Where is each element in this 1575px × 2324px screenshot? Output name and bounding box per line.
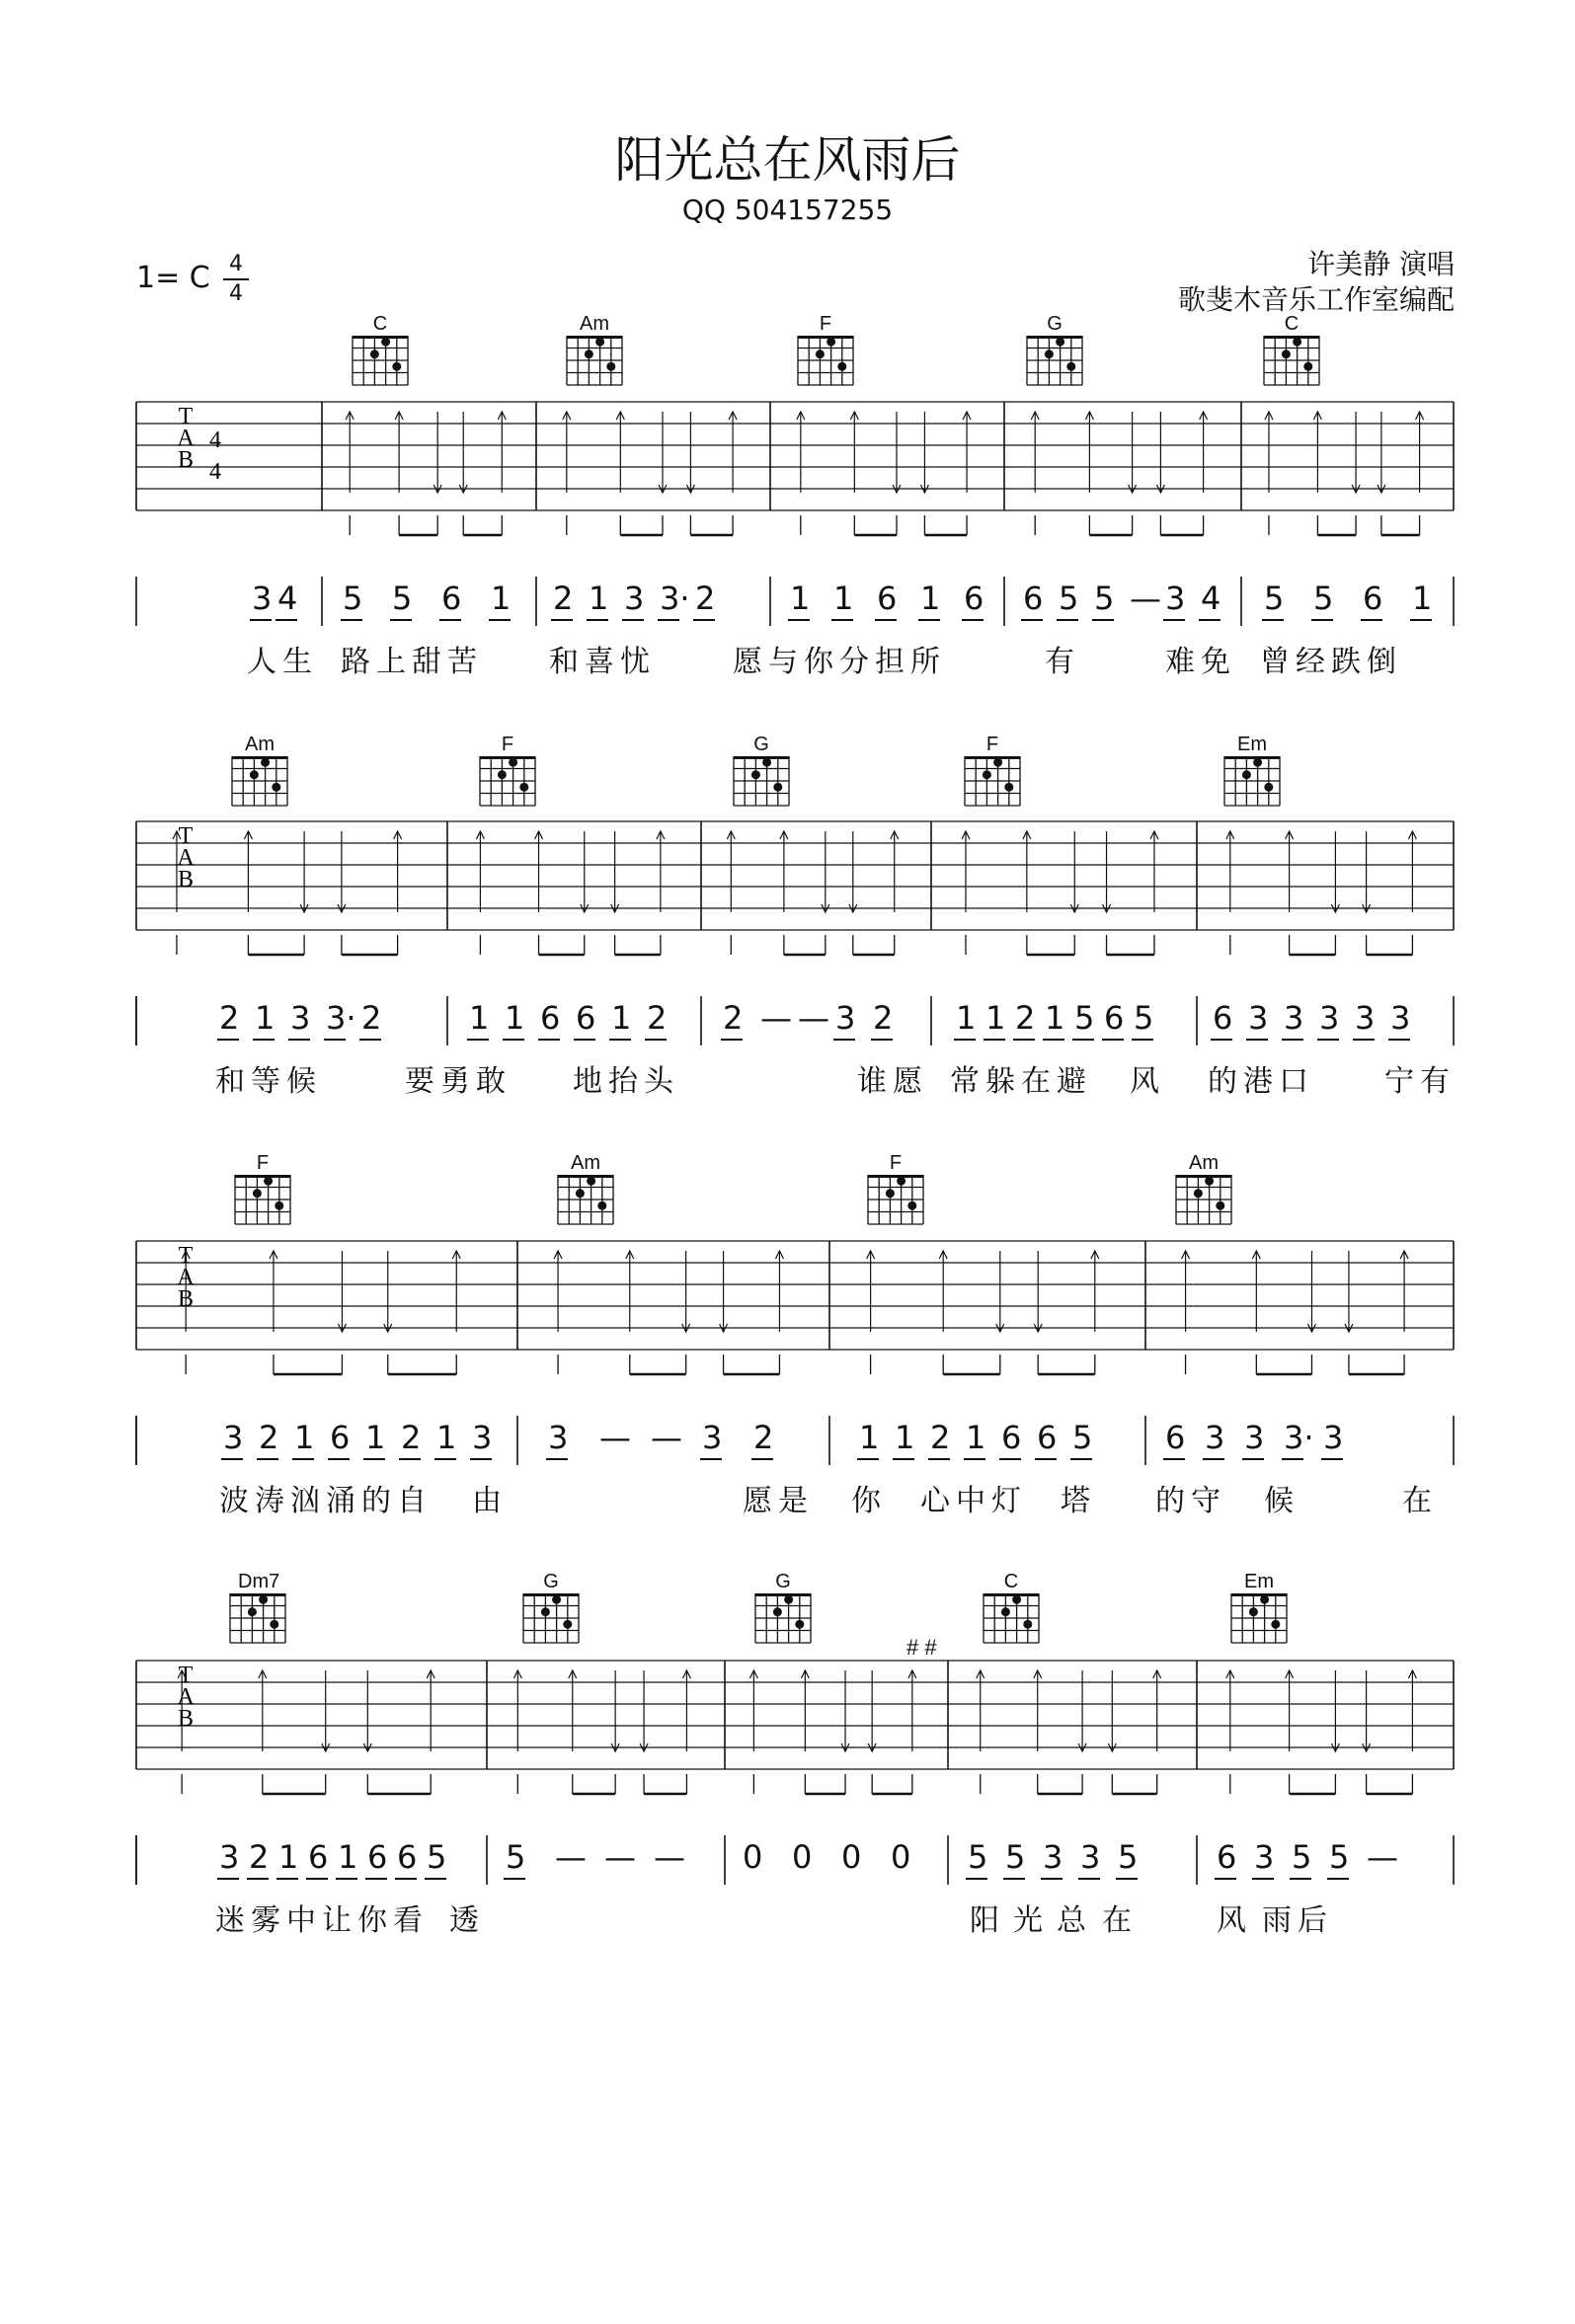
jianpu-note: 2 [753, 1419, 774, 1456]
chord-dot [275, 1201, 283, 1210]
jianpu-note: 3 [1323, 1419, 1344, 1456]
lyric-text: 在 [1102, 1903, 1138, 1938]
jianpu-note: 0 [792, 1838, 813, 1876]
chord-diagram [1027, 336, 1082, 385]
chord-nut [984, 1593, 1039, 1596]
chord-dot [1023, 1620, 1032, 1629]
jianpu-note: 3 [472, 1419, 493, 1456]
chord-nut [232, 756, 287, 759]
jianpu-note: 3 [1254, 1838, 1275, 1876]
jianpu-note: 2 [361, 999, 382, 1037]
jianpu-note: 3 [702, 1419, 723, 1456]
jianpu-note: 1 [1045, 999, 1065, 1037]
lyric-text: 愿是 [743, 1484, 814, 1518]
chord-nut [235, 1175, 290, 1178]
chord-dot [773, 783, 782, 792]
chord-dot [1001, 1607, 1010, 1616]
jianpu-note: 1 [859, 1419, 880, 1456]
jianpu-note: 5 [1094, 580, 1115, 617]
tab-clef-letter: T [178, 1663, 194, 1688]
jianpu-note: 6 [1363, 580, 1383, 617]
tab-clef-letter: B [177, 867, 195, 892]
jianpu-note: 3 [1205, 1419, 1225, 1456]
chord-dot [1056, 338, 1064, 347]
chord-nut [1176, 1175, 1231, 1178]
jianpu-note: 4 [1201, 580, 1221, 617]
chord-dot [264, 1177, 273, 1186]
jianpu-note: 1 [294, 1419, 315, 1456]
chord-dot [250, 770, 259, 779]
chord-name: Am [245, 734, 275, 755]
lyric-text: 人生 [247, 645, 318, 679]
chord-name: C [372, 313, 388, 335]
jianpu-note: 1 [505, 999, 525, 1037]
chord-dot [576, 1189, 585, 1198]
chord-name: Am [1189, 1152, 1219, 1174]
chord-name: G [753, 734, 769, 755]
jianpu-note: 1 [589, 580, 609, 617]
chord-name: F [501, 734, 514, 755]
jianpu-note: 3 [1043, 1838, 1063, 1876]
jianpu-note: 3 [624, 580, 645, 617]
chord-dot [762, 758, 771, 767]
jianpu-note: 4 [277, 580, 298, 617]
jianpu-note: 6 [1104, 999, 1125, 1037]
chord-diagram [734, 756, 789, 806]
chord-dot [587, 1177, 595, 1186]
jianpu-note: 5 [427, 1838, 447, 1876]
jianpu-note: 2 [873, 999, 894, 1037]
tab-clef-letter: B [177, 1706, 195, 1732]
chord-dot [1066, 362, 1075, 371]
chord-nut [230, 1593, 285, 1596]
jianpu-note: 6 [877, 580, 898, 617]
tab-clef-letter: B [177, 1286, 195, 1312]
time-signature-bottom: 4 [229, 281, 243, 306]
jianpu-note: 3 [1284, 999, 1304, 1037]
jianpu-note: 1 [920, 580, 941, 617]
jianpu-note: — [654, 1838, 685, 1876]
chord-dot [751, 770, 760, 779]
tab-clef-letter: A [177, 1265, 195, 1290]
jianpu-note: 1 [833, 580, 854, 617]
jianpu-note: 1 [1412, 580, 1433, 617]
chord-dot [541, 1607, 550, 1616]
chord-name: G [775, 1571, 791, 1592]
jianpu-note: 1 [491, 580, 512, 617]
chord-nut [567, 336, 622, 339]
jianpu-note: 1 [966, 1419, 986, 1456]
jianpu-note: 2 [401, 1419, 422, 1456]
lyric-text: 和喜忧 [549, 645, 656, 679]
jianpu-note: 6 [1165, 1419, 1186, 1456]
chord-name: Am [580, 313, 609, 335]
jianpu-note: 3 [548, 1419, 569, 1456]
jianpu-note: 6 [1213, 999, 1233, 1037]
chord-nut [523, 1593, 579, 1596]
key-signature: 1= C [136, 261, 210, 295]
jianpu-note: 6 [367, 1838, 388, 1876]
lyric-text: 谁愿 [857, 1064, 928, 1099]
lyric-text: 要勇敢 [405, 1064, 512, 1099]
chord-dot [270, 1620, 278, 1629]
chord-dot [1260, 1595, 1269, 1604]
chord-diagram [353, 336, 408, 385]
jianpu-note: 5 [1005, 1838, 1026, 1876]
chord-nut [755, 1593, 811, 1596]
chord-nut [480, 756, 535, 759]
lyric-text: 你 [851, 1484, 887, 1518]
jianpu-note: 2 [219, 999, 240, 1037]
lyric-text: 路上甜苦 [341, 645, 483, 679]
jianpu-note: 2 [249, 1838, 270, 1876]
jianpu-note: 1 [255, 999, 276, 1037]
jianpu-note: 1 [895, 1419, 915, 1456]
chord-name: F [819, 313, 832, 335]
song-subtitle: QQ 504157255 [681, 194, 894, 226]
lyric-text: 在 [1402, 1484, 1438, 1518]
jianpu-note: 0 [743, 1838, 763, 1876]
chord-dot [248, 1607, 257, 1616]
chord-diagram [1224, 756, 1280, 806]
tab-clef-letter: T [178, 404, 194, 429]
lyric-text: 由 [472, 1484, 508, 1518]
chord-dot [1205, 1177, 1214, 1186]
lyric-text: 有 [1045, 645, 1080, 679]
chord-nut [1224, 756, 1280, 759]
jianpu-note: — [798, 999, 829, 1037]
jianpu-note: 6 [540, 999, 561, 1037]
jianpu-note: 5 [968, 1838, 988, 1876]
chord-diagram [480, 756, 535, 806]
jianpu-note: — [1367, 1838, 1398, 1876]
jianpu-note: 6 [1217, 1838, 1237, 1876]
jianpu-note: 1 [278, 1838, 299, 1876]
jianpu-note: 3· [1284, 1419, 1314, 1456]
tab-clef-letter: A [177, 1684, 195, 1710]
chord-dot [983, 770, 991, 779]
jianpu-note: 5 [1118, 1838, 1139, 1876]
jianpu-note: 1 [611, 999, 632, 1037]
chord-dot [1194, 1189, 1203, 1198]
tab-clef-letter: T [178, 1243, 194, 1269]
jianpu-note: — [760, 999, 792, 1037]
jianpu-note: 6 [1001, 1419, 1022, 1456]
jianpu-note: — [555, 1838, 587, 1876]
lyric-text: 阳 [970, 1903, 1005, 1938]
jianpu-note: — [651, 1419, 682, 1456]
chord-diagram [523, 1593, 579, 1643]
jianpu-note: 5 [1264, 580, 1285, 617]
chord-diagram [755, 1593, 811, 1643]
tab-clef-letter: A [177, 426, 195, 451]
lyric-text: 塔 [1061, 1484, 1096, 1518]
chord-diagram [965, 756, 1020, 806]
lyric-text: 迷雾中让你看 [215, 1903, 429, 1938]
jianpu-note: 6 [576, 999, 596, 1037]
lyric-text: 透 [449, 1903, 485, 1938]
jianpu-note: 2 [647, 999, 668, 1037]
tab-clef-letter: B [177, 447, 195, 473]
chord-dot [370, 349, 379, 358]
chord-dot [585, 349, 593, 358]
jianpu-note: 1 [790, 580, 811, 617]
chord-nut [353, 336, 408, 339]
jianpu-note: 1 [985, 999, 1006, 1037]
jianpu-note: 3 [1248, 999, 1269, 1037]
jianpu-note: 3 [252, 580, 273, 617]
jianpu-note: 6 [397, 1838, 418, 1876]
chord-dot [1242, 770, 1251, 779]
chord-name: Em [1244, 1571, 1274, 1592]
jianpu-note: 2 [695, 580, 716, 617]
chord-diagram [235, 1175, 290, 1224]
jianpu-note: 2 [553, 580, 574, 617]
lyric-text: 总 [1057, 1903, 1092, 1938]
chord-dot [392, 362, 401, 371]
jianpu-note: 5 [343, 580, 363, 617]
jianpu-note: 6 [441, 580, 462, 617]
jianpu-note: 6 [308, 1838, 329, 1876]
chord-diagram [558, 1175, 613, 1224]
jianpu-note: 5 [1072, 1419, 1093, 1456]
jianpu-note: 3 [1355, 999, 1376, 1037]
chord-dot [597, 1201, 606, 1210]
jianpu-note: 5 [1292, 1838, 1312, 1876]
lyric-text: 光 [1013, 1903, 1049, 1938]
chord-dot [1253, 758, 1262, 767]
chord-dot [1045, 349, 1054, 358]
chord-dot [993, 758, 1002, 767]
chord-dot [1271, 1620, 1280, 1629]
jianpu-note: 1 [365, 1419, 386, 1456]
jianpu-note: 5 [1313, 580, 1334, 617]
jianpu-note: 3 [1319, 999, 1340, 1037]
chord-diagram [984, 1593, 1039, 1643]
jianpu-note: 6 [1037, 1419, 1058, 1456]
jianpu-note: 2 [930, 1419, 951, 1456]
tab-clef-letter: T [178, 823, 194, 849]
chord-dot [773, 1607, 782, 1616]
chord-name: C [1284, 313, 1299, 335]
chord-nut [734, 756, 789, 759]
jianpu-note: 5 [1134, 999, 1154, 1037]
chord-nut [558, 1175, 613, 1178]
chord-dot [1249, 1607, 1258, 1616]
chord-name: F [985, 734, 999, 755]
lyric-text: 风 [1217, 1903, 1252, 1938]
jianpu-note: 5 [1074, 999, 1095, 1037]
chord-dot [509, 758, 517, 767]
lyric-text: 风 [1130, 1064, 1165, 1099]
lyric-text: 曾经跌倒 [1260, 645, 1402, 679]
chord-diagram [232, 756, 287, 806]
chord-dot [886, 1189, 895, 1198]
chord-nut [868, 1175, 923, 1178]
chord-name: G [1047, 313, 1063, 335]
jianpu-note: 6 [964, 580, 984, 617]
jianpu-note: 2 [259, 1419, 279, 1456]
chord-dot [897, 1177, 906, 1186]
chord-name: Dm7 [238, 1571, 280, 1592]
lyric-text: 常躲在避 [950, 1064, 1092, 1099]
chord-dot [1012, 1595, 1021, 1604]
arranger-credit: 歌斐木音乐工作室编配 [1177, 283, 1455, 316]
lyric-text: 的港口 [1208, 1064, 1314, 1099]
jianpu-note: 5 [1059, 580, 1079, 617]
chord-dot [784, 1595, 793, 1604]
chord-dot [595, 338, 604, 347]
chord-dot [795, 1620, 804, 1629]
chord-diagram [1231, 1593, 1287, 1643]
chord-dot [259, 1595, 268, 1604]
chord-dot [1293, 338, 1301, 347]
lyric-text: 雨后 [1262, 1903, 1333, 1938]
jianpu-note: 5 [392, 580, 413, 617]
chord-name: G [543, 1571, 559, 1592]
chord-dot [519, 783, 528, 792]
jianpu-note: 3 [1390, 999, 1411, 1037]
sharp-signs: # # [906, 1635, 937, 1660]
chord-dot [563, 1620, 572, 1629]
jianpu-note: 3 [1080, 1838, 1101, 1876]
tab-clef-letter: A [177, 845, 195, 871]
chord-nut [1231, 1593, 1287, 1596]
chord-dot [1303, 362, 1312, 371]
lyric-text: 和等候 [215, 1064, 322, 1099]
chord-diagram [567, 336, 622, 385]
jianpu-note: 2 [723, 999, 744, 1037]
jianpu-note: 0 [891, 1838, 911, 1876]
chord-dot [837, 362, 846, 371]
jianpu-note: 3 [219, 1838, 240, 1876]
jianpu-note: 0 [841, 1838, 862, 1876]
chord-diagram [798, 336, 853, 385]
chord-dot [1282, 349, 1291, 358]
jianpu-note: 3 [223, 1419, 244, 1456]
chord-name: F [889, 1152, 903, 1174]
jianpu-note: 6 [1023, 580, 1044, 617]
lyric-text: 地抬头 [573, 1064, 679, 1099]
chord-nut [798, 336, 853, 339]
chord-dot [1216, 1201, 1224, 1210]
chord-dot [827, 338, 835, 347]
singer-credit: 许美静 演唱 [1307, 248, 1455, 280]
jianpu-note: 3 [290, 999, 311, 1037]
chord-dot [816, 349, 825, 358]
chord-diagram [868, 1175, 923, 1224]
jianpu-note: 3 [835, 999, 856, 1037]
tab-time-sig: 4 [209, 459, 221, 485]
lyric-text: 波涛汹涌的自 [219, 1484, 433, 1518]
chord-dot [498, 770, 507, 779]
chord-dot [552, 1595, 561, 1604]
chord-diagram [1176, 1175, 1231, 1224]
chord-name: C [1003, 1571, 1019, 1592]
jianpu-note: 5 [1329, 1838, 1350, 1876]
lyric-text: 候 [1264, 1484, 1299, 1518]
lyric-text: 宁有 [1384, 1064, 1456, 1099]
tab-time-sig: 4 [209, 427, 221, 453]
chord-dot [1004, 783, 1013, 792]
chord-name: F [256, 1152, 270, 1174]
jianpu-note: — [1130, 580, 1161, 617]
jianpu-note: 2 [1015, 999, 1036, 1037]
chord-diagram [230, 1593, 285, 1643]
jianpu-note: — [604, 1838, 636, 1876]
lyric-text: 愿与你分担所 [733, 645, 946, 679]
time-signature-top: 4 [229, 252, 243, 276]
chord-dot [272, 783, 280, 792]
chord-dot [907, 1201, 916, 1210]
lyric-text: 的守 [1155, 1484, 1226, 1518]
chord-name: Em [1237, 734, 1267, 755]
chord-dot [253, 1189, 262, 1198]
jianpu-note: 1 [956, 999, 977, 1037]
lyric-text: 心中灯 [920, 1484, 1027, 1518]
jianpu-note: 3· [326, 999, 356, 1037]
jianpu-note: 6 [330, 1419, 351, 1456]
jianpu-note: 3· [660, 580, 690, 617]
jianpu-note: 1 [469, 999, 490, 1037]
jianpu-note: 3 [1244, 1419, 1265, 1456]
song-title: 阳光总在风雨后 [614, 131, 961, 189]
chord-dot [1264, 783, 1273, 792]
chord-diagram [1264, 336, 1319, 385]
jianpu-note: 3 [1165, 580, 1186, 617]
chord-dot [261, 758, 270, 767]
jianpu-note: — [599, 1419, 631, 1456]
chord-nut [1264, 336, 1319, 339]
chord-nut [965, 756, 1020, 759]
jianpu-note: 5 [506, 1838, 526, 1876]
lyric-text: 难免 [1165, 645, 1236, 679]
jianpu-note: 1 [338, 1838, 358, 1876]
chord-dot [606, 362, 615, 371]
chord-nut [1027, 336, 1082, 339]
chord-dot [381, 338, 390, 347]
jianpu-note: 1 [436, 1419, 457, 1456]
chord-name: Am [571, 1152, 600, 1174]
